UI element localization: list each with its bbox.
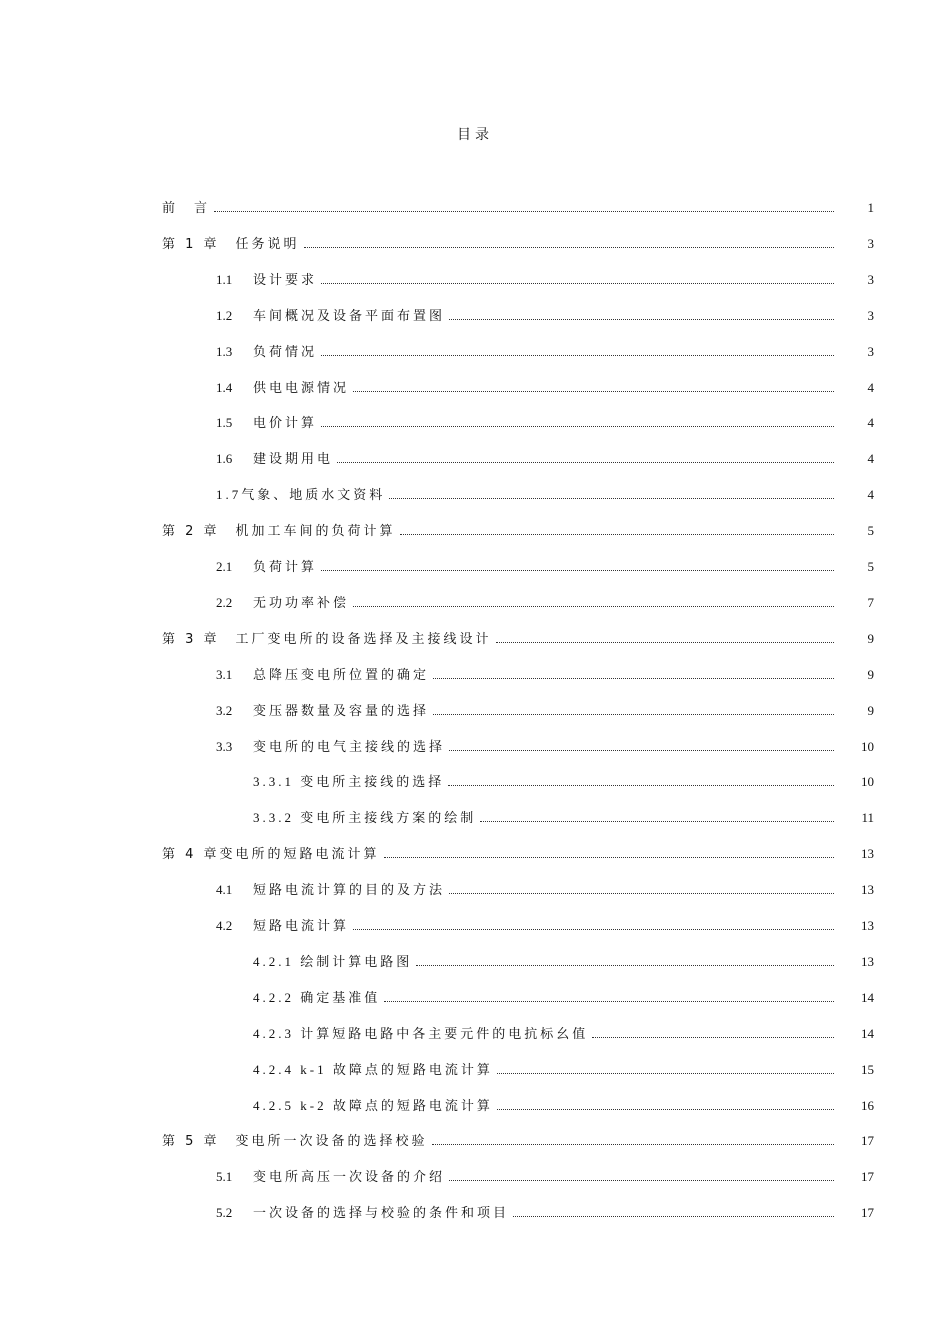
dot-leader — [480, 820, 834, 822]
toc-entry-label — [253, 1059, 493, 1078]
toc-page-number: 3 — [867, 308, 874, 323]
toc-section-number: 3.3 — [216, 739, 233, 754]
toc-section-number: 5.1 — [216, 1169, 233, 1184]
toc-entry[interactable] — [216, 483, 874, 503]
toc-section-number: 1.2 — [216, 308, 233, 323]
toc-section-number: 1.5 — [216, 415, 233, 430]
toc-entry-label — [253, 951, 412, 970]
toc-entry[interactable] — [216, 268, 874, 288]
toc-section-number: 3.2 — [216, 703, 233, 718]
dot-leader — [433, 713, 834, 715]
dot-leader — [433, 677, 834, 679]
toc-entry-label — [162, 628, 492, 647]
toc-page-number: 4 — [867, 451, 874, 466]
toc-section-title: 短路电流计算 — [253, 918, 350, 933]
toc-page-number: 9 — [867, 667, 874, 682]
dot-leader — [449, 318, 834, 320]
toc-entry[interactable] — [216, 663, 874, 683]
toc-section-number: 2.1 — [216, 559, 233, 574]
toc-entry-label — [216, 448, 333, 467]
toc-page-number: 13 — [861, 918, 874, 933]
toc-entry-label — [216, 1166, 445, 1185]
dot-leader — [353, 928, 834, 930]
toc-entry-label — [162, 1130, 428, 1149]
toc-section-title: 总降压变电所位置的确定 — [253, 667, 430, 682]
toc-entry-label — [216, 879, 445, 898]
toc-section-title: 1.7气象、地质水文资料 — [216, 487, 386, 502]
toc-entry-label — [216, 700, 429, 719]
toc-entry[interactable] — [216, 1165, 874, 1185]
toc-entry[interactable] — [253, 950, 874, 970]
toc-section-number: 3.1 — [216, 667, 233, 682]
toc-page-number: 3 — [867, 236, 874, 251]
toc-page-number: 10 — [861, 739, 874, 754]
toc-page-number: 13 — [861, 882, 874, 897]
toc-entry-label — [253, 987, 380, 1006]
toc-entry[interactable] — [253, 806, 874, 826]
toc-entry[interactable] — [216, 340, 874, 360]
toc-page-number: 13 — [861, 846, 874, 861]
toc-entry-label — [216, 664, 429, 683]
toc-entry[interactable] — [216, 1201, 874, 1221]
toc-entry[interactable] — [253, 770, 874, 790]
toc-section-title: 第 1 章 任务说明 — [162, 237, 300, 252]
toc-page-number: 14 — [861, 1026, 874, 1041]
toc-entry-label — [216, 305, 445, 324]
toc-entry[interactable] — [216, 878, 874, 898]
dot-leader — [448, 784, 834, 786]
toc-entry-label — [216, 1202, 509, 1221]
dot-leader — [384, 1000, 834, 1002]
toc-page-number: 9 — [867, 703, 874, 718]
toc-section-title: 第 4 章变电所的短路电流计算 — [162, 847, 380, 862]
dot-leader — [353, 390, 834, 392]
toc-entry[interactable] — [253, 1094, 874, 1114]
toc-section-title: 变电所高压一次设备的介绍 — [253, 1169, 446, 1184]
toc-section-title: 第 3 章 工厂变电所的设备选择及主接线设计 — [162, 632, 492, 647]
toc-entry[interactable] — [216, 735, 874, 755]
toc-entry-label — [162, 843, 380, 862]
toc-section-title: 第 5 章 变电所一次设备的选择校验 — [162, 1134, 428, 1149]
dot-leader — [496, 641, 834, 643]
toc-entry[interactable] — [253, 1022, 874, 1042]
dot-leader — [389, 497, 834, 499]
toc-entry-label — [253, 1095, 493, 1114]
dot-leader — [432, 1143, 834, 1145]
toc-page-number: 1 — [867, 200, 874, 215]
toc-page-number: 3 — [867, 272, 874, 287]
toc-entry-label — [216, 556, 317, 575]
toc-entry[interactable] — [216, 376, 874, 396]
toc-page-number: 3 — [867, 344, 874, 359]
dot-leader — [497, 1072, 834, 1074]
toc-title: 目录 — [457, 127, 493, 143]
toc-section-number: 2.2 — [216, 595, 233, 610]
toc-section-number: 1.6 — [216, 451, 233, 466]
dot-leader — [449, 892, 834, 894]
dot-leader — [513, 1215, 834, 1217]
dot-leader — [592, 1036, 834, 1038]
toc-section-number: 4.1 — [216, 882, 233, 897]
toc-entry[interactable] — [216, 447, 874, 467]
toc-entry[interactable] — [216, 591, 874, 611]
toc-entry[interactable] — [216, 411, 874, 431]
toc-entry[interactable] — [216, 699, 874, 719]
toc-page-number: 14 — [861, 990, 874, 1005]
toc-page-number: 9 — [867, 631, 874, 646]
toc-section-title: 供电电源情况 — [253, 380, 350, 395]
dot-leader — [449, 749, 834, 751]
toc-section-number: 1.3 — [216, 344, 233, 359]
dot-leader — [304, 246, 834, 248]
toc-section-title: 4.2.5 k-2 故障点的短路电流计算 — [253, 1098, 493, 1113]
toc-page-number: 5 — [867, 523, 874, 538]
toc-entry-label — [216, 484, 385, 503]
toc-page-number: 16 — [861, 1098, 874, 1113]
toc-entry[interactable] — [162, 196, 874, 216]
toc-entry-label — [253, 807, 476, 826]
toc-entry[interactable] — [253, 1058, 874, 1078]
dot-leader — [321, 425, 834, 427]
toc-section-title: 前 言 — [162, 201, 211, 216]
toc-page-number: 17 — [861, 1205, 874, 1220]
dot-leader — [321, 282, 834, 284]
toc-page-number: 10 — [861, 774, 874, 789]
toc-section-number: 1.4 — [216, 380, 233, 395]
toc-page-number: 4 — [867, 415, 874, 430]
toc-entry-label — [216, 736, 445, 755]
toc-section-title: 3.3.2 变电所主接线方案的绘制 — [253, 810, 477, 825]
toc-entry[interactable] — [216, 304, 874, 324]
toc-section-title: 4.2.1 绘制计算电路图 — [253, 954, 413, 969]
toc-section-title: 一次设备的选择与校验的条件和项目 — [253, 1205, 510, 1220]
toc-page-number: 4 — [867, 487, 874, 502]
toc-entry-label — [216, 377, 349, 396]
toc-entry-label — [216, 412, 317, 431]
toc-entry[interactable] — [253, 986, 874, 1006]
toc-page-number: 15 — [861, 1062, 874, 1077]
dot-leader — [321, 354, 834, 356]
toc-section-title: 负荷计算 — [253, 559, 318, 574]
dot-leader — [400, 533, 834, 535]
toc-page-number: 17 — [861, 1133, 874, 1148]
toc-entry-label — [216, 915, 349, 934]
toc-entry-label — [253, 771, 444, 790]
dot-leader — [449, 1179, 834, 1181]
toc-section-title: 车间概况及设备平面布置图 — [253, 308, 446, 323]
toc-section-title: 无功功率补偿 — [253, 595, 350, 610]
toc-entry-label — [216, 592, 349, 611]
toc-section-title: 第 2 章 机加工车间的负荷计算 — [162, 524, 396, 539]
toc-section-number: 4.2 — [216, 918, 233, 933]
toc-page-number: 4 — [867, 380, 874, 395]
toc-section-title: 4.2.3 计算短路电路中各主要元件的电抗标幺值 — [253, 1026, 589, 1041]
toc-entry-label — [216, 269, 317, 288]
toc-entry[interactable] — [162, 519, 874, 539]
toc-entry-label — [162, 197, 210, 216]
toc-entry-label — [162, 520, 396, 539]
toc-page-number: 13 — [861, 954, 874, 969]
dot-leader — [497, 1108, 834, 1110]
toc-entry[interactable] — [162, 232, 874, 252]
toc-page-number: 11 — [861, 810, 874, 825]
dot-leader — [384, 856, 834, 858]
toc-section-title: 短路电流计算的目的及方法 — [253, 882, 446, 897]
toc-page-number: 5 — [867, 559, 874, 574]
toc-section-title: 建设期用电 — [253, 451, 334, 466]
toc-section-title: 3.3.1 变电所主接线的选择 — [253, 774, 445, 789]
toc-entry-label — [162, 233, 300, 252]
toc-page-number: 17 — [861, 1169, 874, 1184]
toc-section-title: 负荷情况 — [253, 344, 318, 359]
toc-section-title: 电价计算 — [253, 415, 318, 430]
toc-entry[interactable] — [162, 1129, 874, 1149]
toc-page-number: 7 — [867, 595, 874, 610]
toc-entry-label — [216, 341, 317, 360]
toc-section-title: 设计要求 — [253, 272, 318, 287]
toc-section-title: 变电所的电气主接线的选择 — [253, 739, 446, 754]
dot-leader — [337, 461, 834, 463]
toc-section-title: 4.2.4 k-1 故障点的短路电流计算 — [253, 1062, 493, 1077]
toc-entry-label — [253, 1023, 588, 1042]
toc-section-number: 1.1 — [216, 272, 233, 287]
toc-section-title: 4.2.2 确定基准值 — [253, 990, 381, 1005]
toc-section-title: 变压器数量及容量的选择 — [253, 703, 430, 718]
dot-leader — [214, 210, 834, 212]
dot-leader — [353, 605, 834, 607]
toc-entry[interactable] — [216, 555, 874, 575]
dot-leader — [321, 569, 834, 571]
toc-section-number: 5.2 — [216, 1205, 233, 1220]
toc-entry[interactable] — [162, 842, 874, 862]
toc-entry[interactable] — [162, 627, 874, 647]
dot-leader — [416, 964, 834, 966]
toc-entry[interactable] — [216, 914, 874, 934]
